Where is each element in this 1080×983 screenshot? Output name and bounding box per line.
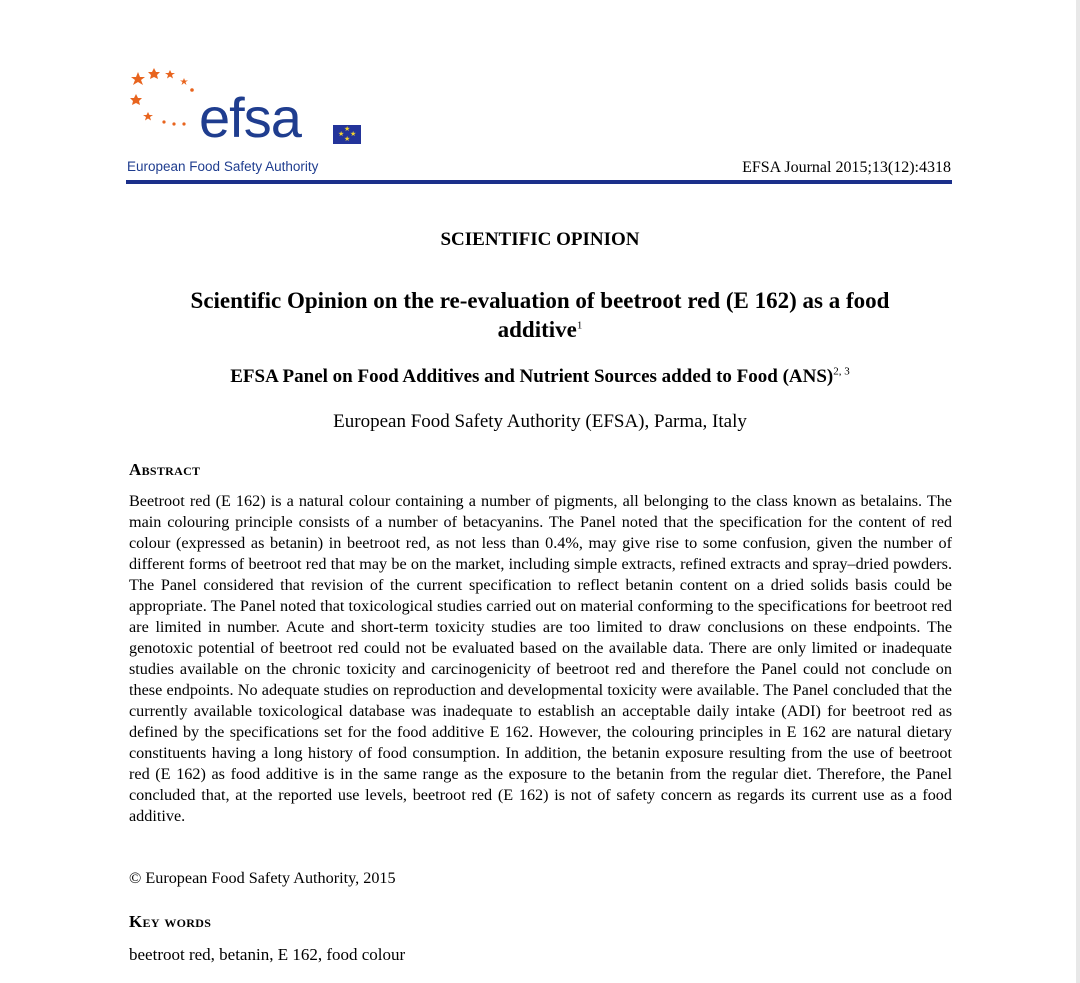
- efsa-logo: [126, 66, 366, 184]
- logo-subtitle: European Food Safety Authority: [127, 159, 319, 174]
- document-kind: SCIENTIFIC OPINION: [440, 229, 640, 250]
- title-line-1: Scientific Opinion on the re-evaluation of beetroot red (E 162) as a food: [190, 288, 890, 313]
- keywords-list: beetroot red, betanin, E 162, food colour: [129, 945, 406, 964]
- logo-wordmark: efsa: [199, 86, 301, 149]
- title-line-2: additive: [497, 317, 577, 342]
- keywords-heading: Key words: [129, 912, 212, 931]
- copyright-notice: © European Food Safety Authority, 2015: [129, 869, 396, 887]
- abstract-heading: Abstract: [129, 460, 201, 479]
- panel-name: [126, 366, 954, 388]
- eu-flag-icon: ★ ★ ★ ★: [333, 125, 361, 144]
- header-rule: [126, 180, 952, 184]
- page-edge: [1076, 0, 1080, 983]
- panel-label: EFSA Panel on Food Additives and Nutrient Sources added to Food (ANS): [230, 366, 834, 387]
- panel-footnote-ref[interactable]: 2, 3: [833, 365, 850, 378]
- title-footnote-ref[interactable]: 1: [576, 319, 583, 332]
- journal-reference: EFSA Journal 2015;13(12):4318: [742, 159, 951, 176]
- document-title: [126, 286, 954, 344]
- abstract-body: Beetroot red (E 162) is a natural colour containing a number of pigments, all belonging to the class known as betalains. The main colouring principle consists of a number of betacyanins. The Panel noted that the specification for the content of red colour (expressed as betanin) in beetroot red, as not less than 0.4%, may give rise to some confusion, given the number of different forms of beetroot red that may be on the market, including simple extracts, refined extracts and spray–dried powders. The Panel considered that revision of the current specification to reflect betanin content on a dried solids basis could be appropriate. The Panel noted that toxicological studies carried out on material conforming to the specifications for beetroot red are limited in number. Acute and short-term toxicity studies are too limited to draw conclusions on these endpoints. The genotoxic potential of beetroot red could not be evaluated based on the available data. There are only limited or inadequate studies available on the chronic toxicity and carcinogenicity of beetroot red and therefore the Panel could not conclude on these endpoints. No adequate studies on reproduction and developmental toxicity were available. The Panel concluded that the currently available toxicological database was inadequate to establish an acceptable daily intake (ADI) for beetroot red as defined by the specifications set for the food additive E 162. However, the colouring principles in E 162 are natural dietary constituents having a long history of food consumption. In addition, the betanin exposure resulting from the use of beetroot red (E 162) as food additive is in the same range as the exposure to the betanin from the regular diet. Therefore, the Panel concluded that, at the reported use levels, beetroot red (E 162) is not of safety concern as regards its current use as a food additive.: [129, 492, 952, 825]
- affiliation: European Food Safety Authority (EFSA), Parma, Italy: [333, 411, 747, 432]
